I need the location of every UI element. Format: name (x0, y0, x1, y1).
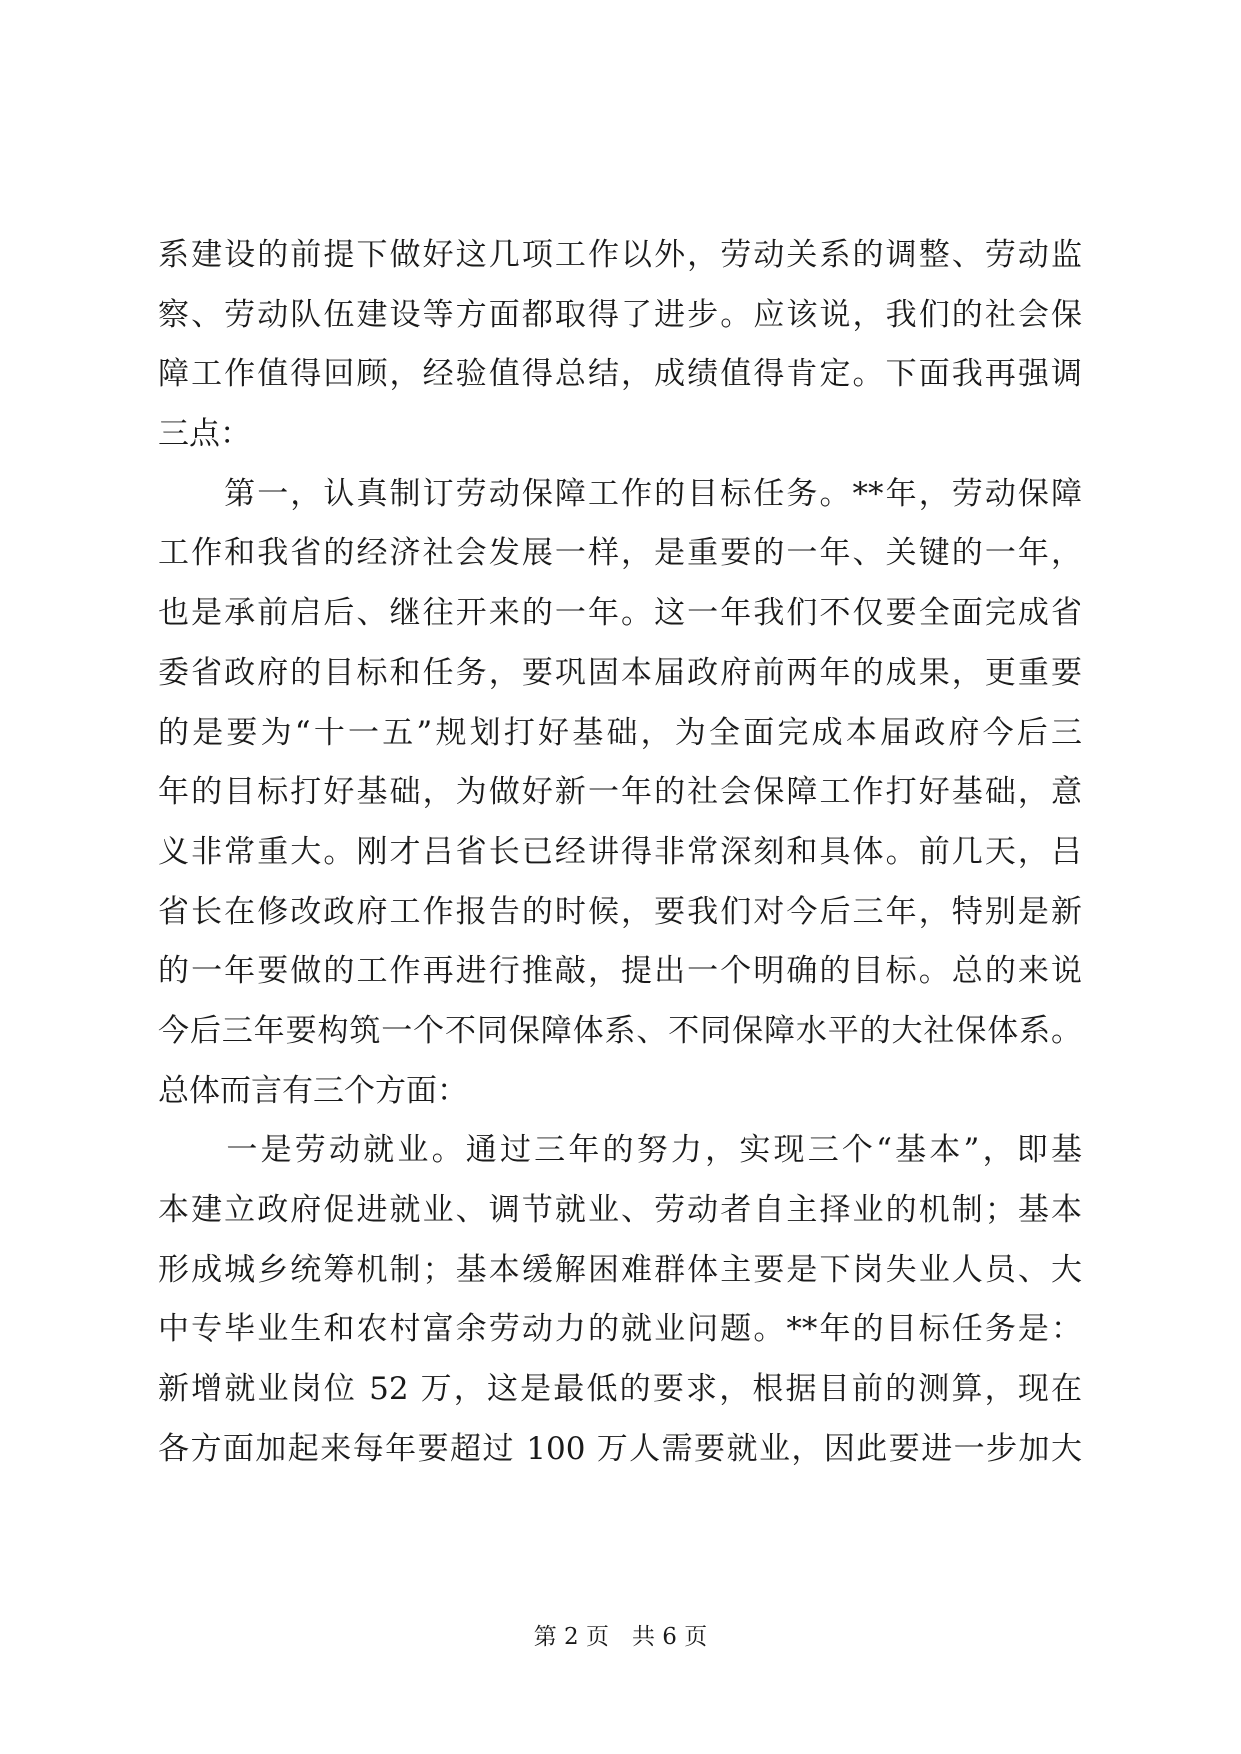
text-line: 今后三年要构筑一个不同保障体系、不同保障水平的大社保体系。 (158, 1012, 1082, 1049)
text-line: 本建立政府促进就业、调节就业、劳动者自主择业的机制；基本 (158, 1192, 1082, 1228)
page-number-footer: 第 2 页 共 6 页 (533, 1624, 708, 1650)
text-line: 的一年要做的工作再进行推敲，提出一个明确的目标。总的来说 (158, 953, 1082, 990)
text-line: 系建设的前提下做好这几项工作以外，劳动关系的调整、劳动监 (158, 237, 1082, 273)
text-line: 第一，认真制订劳动保障工作的目标任务。**年，劳动保障 (158, 475, 1082, 512)
text-line: 工作和我省的经济社会发展一样，是重要的一年、关键的一年， (158, 535, 1082, 572)
text-line: 新增就业岗位 52 万，这是最低的要求，根据目前的测算，现在 (158, 1371, 1082, 1408)
text-line: 年的目标打好基础，为做好新一年的社会保障工作打好基础，意 (158, 774, 1082, 811)
text-line: 察、劳动队伍建设等方面都取得了进步。应该说，我们的社会保 (158, 296, 1082, 333)
text-line: 总体而言有三个方面： (158, 1072, 468, 1109)
text-line: 形成城乡统筹机制；基本缓解困难群体主要是下岗失业人员、大 (158, 1251, 1082, 1288)
text-line: 的是要为“十一五”规划打好基础，为全面完成本届政府今后三 (158, 714, 1082, 751)
text-line: 三点： (158, 416, 251, 453)
text-line: 障工作值得回顾，经验值得总结，成绩值得肯定。下面我再强调 (158, 356, 1082, 393)
text-line: 一是劳动就业。通过三年的努力，实现三个“基本”，即基 (158, 1132, 1082, 1169)
document-body (158, 226, 1082, 1479)
text-line: 义非常重大。刚才吕省长已经讲得非常深刻和具体。前几天，吕 (158, 833, 1082, 870)
text-line: 委省政府的目标和任务，要巩固本届政府前两年的成果，更重要 (158, 654, 1082, 691)
text-line: 省长在修改政府工作报告的时候，要我们对今后三年，特别是新 (158, 893, 1082, 930)
text-line: 各方面加起来每年要超过 100 万人需要就业，因此要进一步加大 (158, 1430, 1082, 1467)
text-line: 也是承前启后、继往开来的一年。这一年我们不仅要全面完成省 (158, 595, 1082, 632)
text-line: 中专毕业生和农村富余劳动力的就业问题。**年的目标任务是： (158, 1311, 1082, 1348)
